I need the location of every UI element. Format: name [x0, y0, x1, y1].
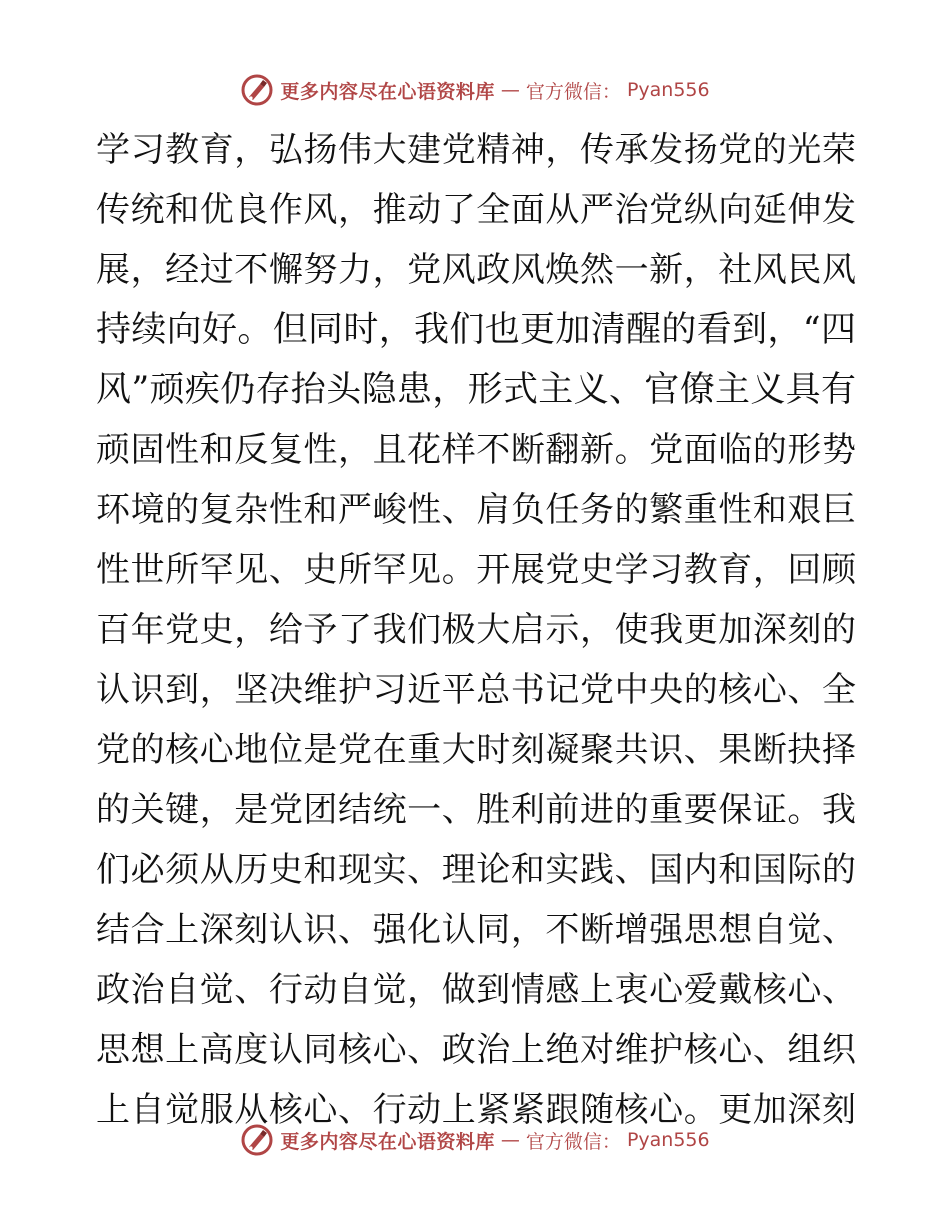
watermark-brand: 更多内容尽在心语资料库	[280, 80, 495, 103]
text-line: 展，经过不懈努力，党风政风焕然一新，社风民风	[96, 250, 856, 290]
text-line: 顽固性和反复性，且花样不断翻新。党面临的形势	[96, 430, 856, 470]
text-line: 风”顽疾仍存抬头隐患，形式主义、官僚主义具有	[96, 370, 856, 410]
text-line: 性世所罕见、史所罕见。开展党史学习教育，回顾	[96, 550, 856, 590]
watermark-wechat-label: 官方微信：	[525, 80, 621, 103]
text-line: 学习教育，弘扬伟大建党精神，传承发扬党的光荣	[96, 130, 856, 170]
text-line: 结合上深刻认识、强化认同，不断增强思想自觉、	[96, 910, 856, 950]
header-watermark	[0, 70, 950, 110]
text-line: 党的核心地位是党在重大时刻凝聚共识、果断抉择	[96, 730, 856, 770]
watermark-brand: 更多内容尽在心语资料库	[280, 1130, 495, 1153]
text-line: 政治自觉、行动自觉，做到情感上衷心爱戴核心、	[96, 970, 856, 1010]
footer-watermark	[0, 1120, 950, 1160]
watermark-wechat-label: 官方微信：	[525, 1130, 621, 1153]
document-body	[96, 120, 856, 1140]
watermark-wechat-id: Pyan556	[626, 79, 710, 101]
text-line: 传统和优良作风，推动了全面从严治党纵向延伸发	[96, 190, 856, 230]
text-line: 思想上高度认同核心、政治上绝对维护核心、组织	[96, 1030, 856, 1070]
text-line: 认识到，坚决维护习近平总书记党中央的核心、全	[96, 670, 856, 710]
text-line: 上自觉服从核心、行动上紧紧跟随核心。更加深刻	[96, 1090, 856, 1130]
watermark-separator: —	[500, 1129, 520, 1151]
watermark-separator: —	[500, 79, 520, 101]
text-line: 的关键，是党团结统一、胜利前进的重要保证。我	[96, 790, 856, 830]
text-line: 百年党史，给予了我们极大启示，使我更加深刻的	[96, 610, 856, 650]
pen-nib-logo-icon	[240, 73, 274, 107]
watermark-wechat-id: Pyan556	[626, 1129, 710, 1151]
text-line: 持续向好。但同时，我们也更加清醒的看到，“四	[96, 310, 856, 350]
text-line: 们必须从历史和现实、理论和实践、国内和国际的	[96, 850, 856, 890]
text-line: 环境的复杂性和严峻性、肩负任务的繁重性和艰巨	[96, 490, 856, 530]
pen-nib-logo-icon	[240, 1123, 274, 1157]
